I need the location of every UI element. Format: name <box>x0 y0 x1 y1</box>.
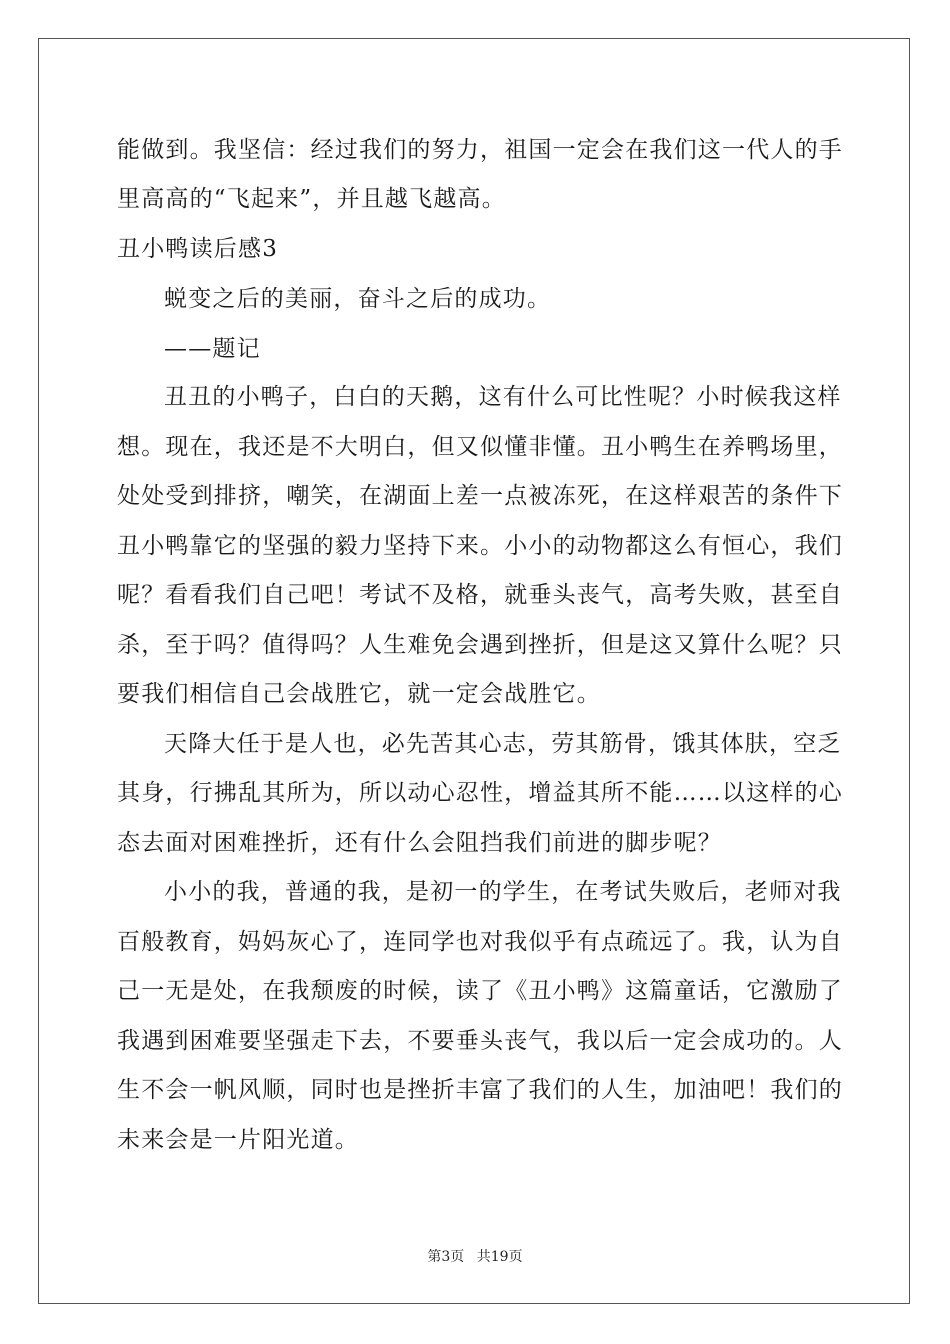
text-line: 丑小鸭靠它的坚强的毅力坚持下来。小小的动物都这么有恒心，我们 <box>117 533 843 559</box>
text-line: 其身，行拂乱其所为，所以动心忍性，增益其所不能……以这样的心 <box>117 780 843 806</box>
text-line: 处处受到排挤，嘲笑，在湖面上差一点被冻死，在这样艰苦的条件下 <box>117 483 843 509</box>
text-line: 要我们相信自己会战胜它，就一定会战胜它。 <box>117 681 601 707</box>
text-line: 想。现在，我还是不大明白，但又似懂非懂。丑小鸭生在养鸭场里， <box>117 434 843 460</box>
epigraph-attribution: ——题记 <box>164 336 261 362</box>
paragraph-start: 小小的我，普通的我，是初一的学生，在考试失败后，老师对我 <box>164 879 842 905</box>
text-line: 百般教育，妈妈灰心了，连同学也对我似乎有点疏远了。我，认为自 <box>117 929 843 955</box>
text-line: 蜕变之后的美丽，奋斗之后的成功。 <box>164 286 552 312</box>
page-number: 第3页 <box>427 1249 465 1265</box>
text-line: 态去面对困难挫折，还有什么会阻挡我们前进的脚步呢？ <box>117 830 722 856</box>
section-heading: 丑小鸭读后感3 <box>117 236 279 262</box>
text-line: 能做到。我坚信：经过我们的努力，祖国一定会在我们这一代人的手 <box>117 137 843 163</box>
text-line: 杀，至于吗？值得吗？人生难免会遇到挫折，但是这又算什么呢？只 <box>117 632 843 658</box>
text-line: 己一无是处，在我颓废的时候，读了《丑小鸭》这篇童话，它激励了 <box>117 978 843 1004</box>
text-line: 未来会是一片阳光道。 <box>117 1127 359 1153</box>
paragraph-start: 丑丑的小鸭子，白白的天鹅，这有什么可比性呢？小时候我这样 <box>164 384 842 410</box>
text-line: 呢？看看我们自己吧！考试不及格，就垂头丧气，高考失败，甚至自 <box>117 582 843 608</box>
paragraph-start: 天降大任于是人也，必先苦其心志，劳其筋骨，饿其体肤，空乏 <box>164 731 842 757</box>
text-line: 我遇到困难要坚强走下去，不要垂头丧气，我以后一定会成功的。人 <box>117 1028 843 1054</box>
page-border <box>38 38 910 1304</box>
text-line: 生不会一帆风顺，同时也是挫折丰富了我们的人生，加油吧！我们的 <box>117 1077 843 1103</box>
total-pages: 共19页 <box>476 1249 523 1265</box>
page-footer <box>0 1246 950 1266</box>
text-line: 里高高的“飞起来”，并且越飞越高。 <box>117 186 506 212</box>
